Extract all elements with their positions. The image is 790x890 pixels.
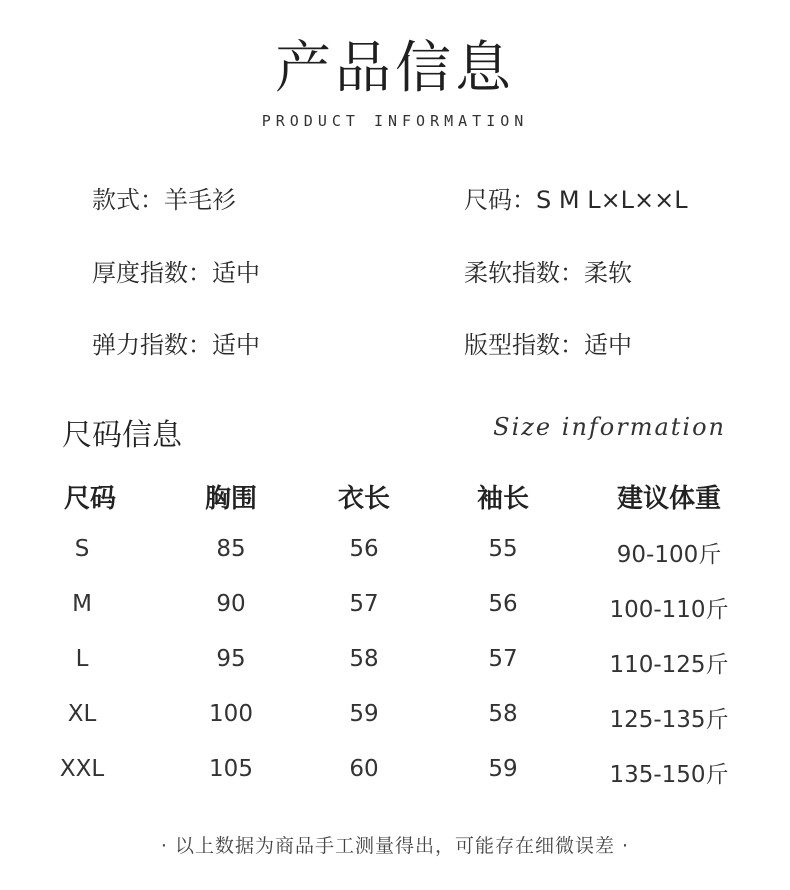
attr-separator: ： bbox=[560, 259, 584, 287]
table-header-length: 衣长 bbox=[337, 484, 390, 514]
attr-softness bbox=[464, 253, 632, 288]
table-cell: 55 bbox=[488, 536, 518, 562]
attr-label: 尺码 bbox=[464, 186, 512, 214]
attr-size bbox=[464, 180, 688, 215]
table-cell: 56 bbox=[488, 591, 518, 617]
table-cell: XL bbox=[67, 701, 97, 727]
attr-value: 适中 bbox=[584, 331, 632, 359]
attr-separator: ： bbox=[188, 259, 212, 287]
attr-elasticity bbox=[92, 325, 260, 360]
attr-separator: ： bbox=[560, 331, 584, 359]
table-header-weight: 建议体重 bbox=[616, 484, 721, 514]
table-cell: 85 bbox=[216, 536, 246, 562]
page-title: 产品信息 bbox=[275, 36, 515, 101]
table-cell: 60 bbox=[349, 756, 379, 782]
attr-value: S M L×L××L bbox=[536, 186, 688, 214]
attr-label: 款式 bbox=[92, 186, 140, 214]
attr-value: 适中 bbox=[212, 259, 260, 287]
size-section-subtitle: Size information bbox=[493, 413, 726, 441]
table-cell: 59 bbox=[488, 756, 518, 782]
table-cell: 135-150斤 bbox=[609, 762, 729, 788]
table-cell: 58 bbox=[488, 701, 518, 727]
page-subtitle: PRODUCT INFORMATION bbox=[261, 112, 529, 130]
table-cell: 105 bbox=[209, 756, 253, 782]
table-cell: 125-135斤 bbox=[609, 707, 729, 733]
attr-fit bbox=[464, 325, 632, 360]
attr-style bbox=[92, 180, 236, 215]
table-cell: S bbox=[74, 536, 90, 562]
attr-label: 柔软指数 bbox=[464, 259, 560, 287]
table-cell: 110-125斤 bbox=[609, 652, 729, 678]
table-cell: 56 bbox=[349, 536, 379, 562]
attr-separator: ： bbox=[188, 331, 212, 359]
attr-separator: ： bbox=[512, 186, 536, 214]
table-header-sleeve: 袖长 bbox=[476, 484, 529, 514]
table-cell: 90-100斤 bbox=[616, 542, 722, 568]
table-cell: 57 bbox=[488, 646, 518, 672]
attr-label: 版型指数 bbox=[464, 331, 560, 359]
table-cell: L bbox=[75, 646, 89, 672]
table-header-size: 尺码 bbox=[63, 484, 116, 514]
table-cell: 100-110斤 bbox=[609, 597, 729, 623]
attr-label: 弹力指数 bbox=[92, 331, 188, 359]
attr-value: 柔软 bbox=[584, 259, 632, 287]
table-cell: 57 bbox=[349, 591, 379, 617]
table-cell: 90 bbox=[216, 591, 246, 617]
table-cell: 95 bbox=[216, 646, 246, 672]
table-header-chest: 胸围 bbox=[204, 484, 257, 514]
attr-value: 适中 bbox=[212, 331, 260, 359]
size-section-title: 尺码信息 bbox=[62, 418, 182, 453]
attr-label: 厚度指数 bbox=[92, 259, 188, 287]
attr-separator: ： bbox=[140, 186, 164, 214]
footer-note: · 以上数据为商品手工测量得出，可能存在细微误差 · bbox=[160, 835, 630, 857]
table-cell: XXL bbox=[59, 756, 105, 782]
attr-value: 羊毛衫 bbox=[164, 186, 236, 214]
attr-thickness bbox=[92, 253, 260, 288]
table-cell: 59 bbox=[349, 701, 379, 727]
table-cell: M bbox=[72, 591, 92, 617]
table-cell: 100 bbox=[209, 701, 253, 727]
table-cell: 58 bbox=[349, 646, 379, 672]
